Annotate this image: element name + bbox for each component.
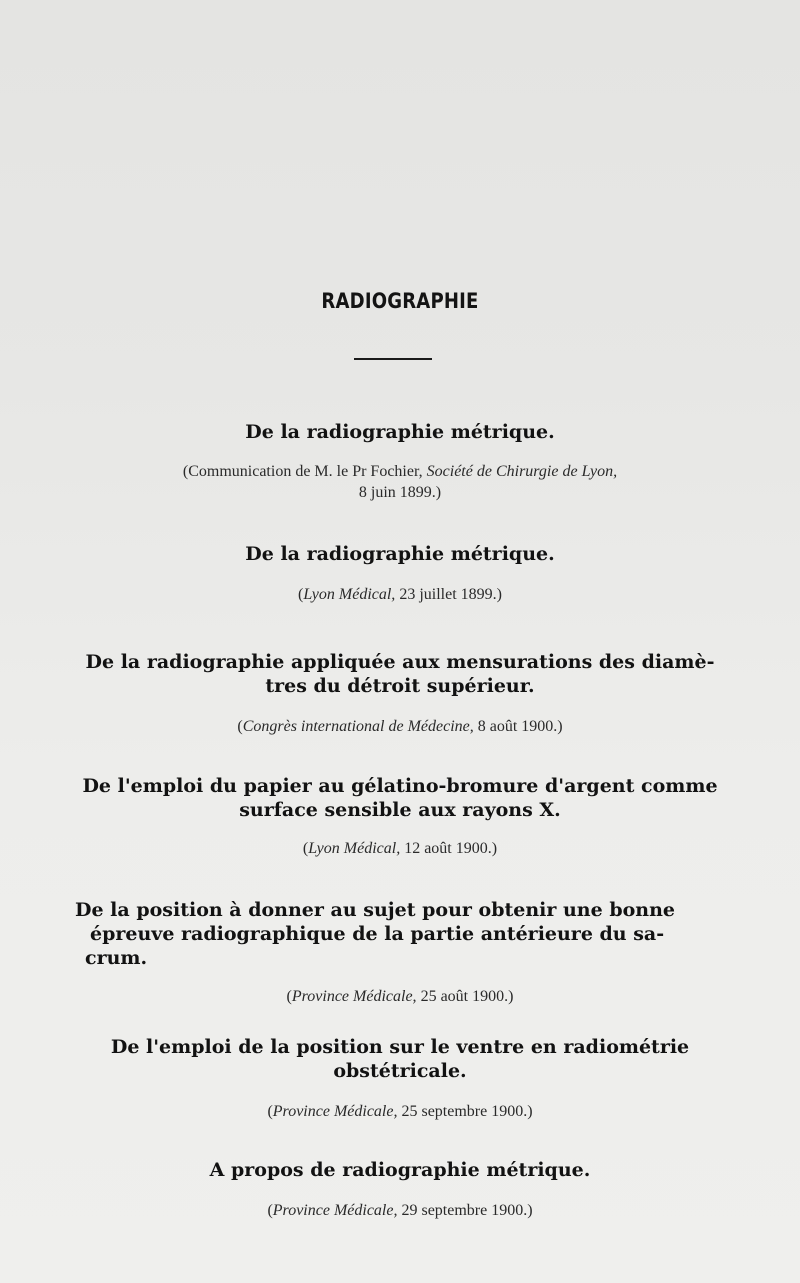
source-journal: Lyon Médical, — [303, 586, 396, 603]
bibliography-entry — [0, 774, 800, 859]
source-journal: Province Médicale, — [272, 1202, 398, 1219]
entry-source — [0, 986, 800, 1007]
section-title: RADIOGRAPHIE — [321, 289, 479, 313]
source-text: ( — [302, 840, 309, 857]
entry-title-line: De l'emploi de la position sur le ventre en radiométrie — [110, 1036, 690, 1058]
title-divider — [354, 358, 432, 360]
entry-source — [0, 584, 800, 605]
entry-source — [0, 838, 800, 859]
entry-title-line: De la radiographie appliquée aux mensurations des diamè- — [85, 651, 715, 673]
entry-title-line: surface sensible aux rayons X. — [239, 799, 561, 821]
source-date: 23 juillet 1899.) — [395, 586, 502, 603]
bibliography-entry — [0, 1158, 800, 1221]
entry-source — [0, 716, 800, 737]
entry-title: De la radiographie métrique. — [245, 543, 555, 565]
source-date: 25 août 1900.) — [416, 988, 514, 1005]
bibliography-entry — [0, 1035, 800, 1122]
source-date: 8 août 1900.) — [473, 718, 563, 735]
source-journal: Province Médicale, — [291, 988, 417, 1005]
bibliography-entry — [0, 542, 800, 605]
source-date: 29 septembre 1900.) — [397, 1202, 533, 1219]
entry-title-line: obstétricale. — [333, 1060, 467, 1082]
bibliography-entry — [0, 898, 800, 1007]
entry-title-line: épreuve radiographique de la partie antérieure du sa- — [90, 923, 665, 945]
entry-source — [0, 461, 800, 482]
source-text: ( — [298, 586, 304, 603]
source-text: ( — [237, 718, 243, 735]
entry-source-date: 8 juin 1899.) — [358, 484, 442, 501]
entry-source — [0, 1101, 800, 1122]
entry-title-line: De l'emploi du papier au gélatino-bromure d'argent comme — [82, 775, 718, 797]
entry-title-line: crum. — [85, 947, 148, 969]
source-text: ( — [267, 1202, 273, 1219]
source-text: ( — [267, 1103, 273, 1120]
source-text: ( — [286, 988, 292, 1005]
entry-title: A propos de radiographie métrique. — [209, 1159, 591, 1181]
entry-title-line: De la position à donner au sujet pour obtenir une bonne — [75, 899, 676, 921]
source-journal: Congrès international de Médecine, — [242, 718, 474, 735]
source-journal: Lyon Médical, — [308, 840, 401, 857]
bibliography-entry — [0, 650, 800, 737]
entry-source — [0, 1200, 800, 1221]
source-text: (Communication de M. le Pr Fochier, — [182, 463, 427, 480]
source-journal: Province Médicale, — [272, 1103, 398, 1120]
source-date: 25 septembre 1900.) — [397, 1103, 533, 1120]
bibliography-entry — [0, 420, 800, 503]
entry-title-line: tres du détroit supérieur. — [265, 675, 535, 697]
source-date: 12 août 1900.) — [400, 840, 498, 857]
source-journal: Société de Chirurgie de Lyon, — [426, 463, 618, 480]
entry-title: De la radiographie métrique. — [245, 421, 555, 443]
